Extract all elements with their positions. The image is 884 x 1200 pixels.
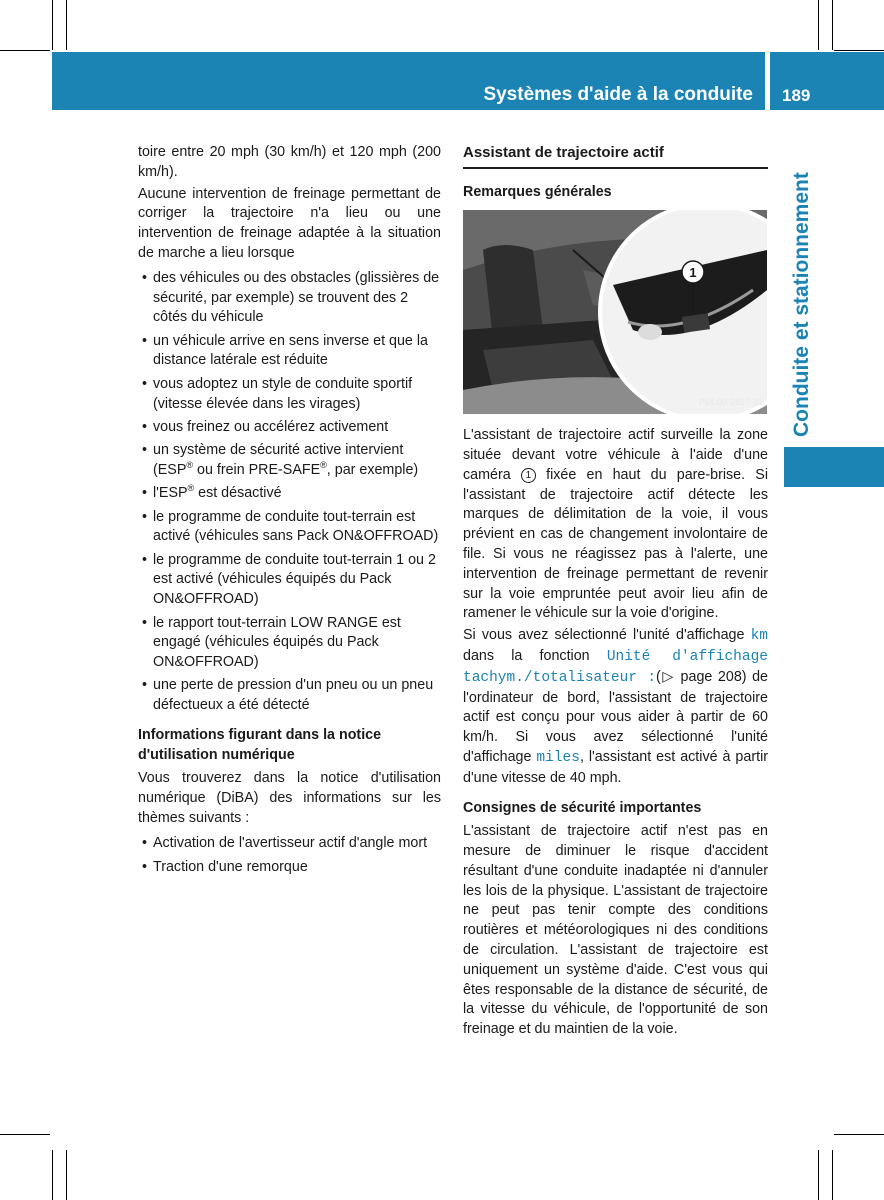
condition-list — [138, 269, 441, 716]
crop-mark — [0, 1134, 50, 1135]
list-item: • Traction d'une remorque — [138, 858, 441, 878]
list-item: • vous adoptez un style de conduite sportif (vitesse élevée dans les virages) — [138, 375, 441, 415]
subheading: Remarques générales — [463, 183, 612, 200]
callout-ref: 1 — [521, 468, 536, 483]
side-label-text: Conduite et stationnement — [790, 172, 813, 437]
page-number-box — [770, 52, 884, 110]
list-item: • une perte de pression d'un pneu ou un pneu défectueux a été détecté — [138, 676, 441, 716]
paragraph: toire entre 20 mph (30 km/h) et 120 mph (200 km/h). — [138, 144, 441, 180]
crop-mark — [52, 0, 53, 50]
subheading: Consignes de sécurité importantes — [463, 799, 702, 816]
list-item: • l'ESP® est désactivé — [138, 484, 441, 504]
crop-mark — [832, 0, 833, 50]
chapter-title: Systèmes d'aide à la conduite — [483, 84, 753, 105]
crop-mark — [66, 0, 67, 50]
crop-mark — [818, 0, 819, 50]
list-item: • des véhicules ou des obstacles (glissières de sécurité, par exemple) se trouvent des 2 côtés du véhicule — [138, 269, 441, 328]
list-item: • Activation de l'avertisseur actif d'angle mort — [138, 834, 441, 854]
list-item: • vous freinez ou accélérez activement — [138, 418, 441, 438]
crop-mark — [834, 50, 884, 51]
callout-number: 1 — [689, 265, 697, 281]
unit-miles: miles — [536, 750, 580, 767]
left-column — [138, 143, 441, 881]
page-number: 189 — [782, 86, 811, 105]
paragraph: Aucune intervention de freinage permettant de corriger la trajectoire n'a lieu ou une intervention de freinage adaptée à la situation de marche a lieu lorsque — [138, 185, 441, 261]
crop-mark — [818, 1150, 819, 1200]
list-item: • le programme de conduite tout-terrain est activé (véhicules sans Pack ON&OFFROAD) — [138, 508, 441, 548]
paragraph: L'assistant de trajectoire actif surveille la zone située devant votre véhicule à l'aide d'une caméra 1 fixée en haut du pare-brise. Si l'assistant de trajectoire actif détecte les marques de délimitation de la voie, il vous prévient en cas de changement involontaire de file. Si vous ne réagissez pas à l'alerte, une intervention de freinage permettant de revenir sur la voie empruntée peut avoir lieu afin de ramener le véhicule sur la voie d'origine. — [463, 427, 768, 622]
crop-mark — [832, 1150, 833, 1200]
right-column — [463, 143, 768, 1042]
list-item: • un véhicule arrive en sens inverse et que la distance latérale est réduite — [138, 332, 441, 372]
subheading: Informations figurant dans la notice d'utilisation numérique — [138, 727, 382, 763]
crop-mark — [66, 1150, 67, 1200]
side-tab-marker — [784, 447, 884, 487]
list-item: • un système de sécurité active intervient (ESP® ou frein PRE-SAFE®, par exemple) — [138, 441, 441, 481]
list-item: • le rapport tout-terrain LOW RANGE est engagé (véhicules équipés du Pack ON&OFFROAD) — [138, 614, 441, 673]
crop-mark — [0, 50, 50, 51]
camera-figure-svg — [463, 210, 767, 414]
camera-illustration — [463, 210, 767, 414]
paragraph: Si vous avez sélectionné l'unité d'affichage km dans la fonction Unité d'affichage tachym./totalisateur :(▷ page 208) de l'ordinateur de bord, l'assistant de trajectoire actif est conçu pour vous aider à partir de 60 km/h. Si vous avez sélectionné l'unité d'affichage miles, l'assistant est activé à partir d'une vitesse de 40 mph. — [463, 627, 769, 786]
crop-mark — [834, 1134, 884, 1135]
crop-mark — [52, 1150, 53, 1200]
unit-km: km — [750, 628, 768, 645]
topic-list — [138, 834, 441, 877]
section-heading: Assistant de trajectoire actif — [463, 143, 768, 169]
header-bar — [52, 52, 765, 110]
figure-code: P54.00-2827-31 — [698, 396, 763, 407]
list-item: • le programme de conduite tout-terrain 1 ou 2 est activé (véhicules équipés du Pack ON&OFFROAD) — [138, 551, 441, 610]
paragraph: Vous trouverez dans la notice d'utilisation numérique (DiBA) des informations sur les thèmes suivants : — [138, 770, 441, 826]
paragraph: L'assistant de trajectoire actif n'est pas en mesure de diminuer le risque d'accident résultant d'une conduite inadaptée ni d'annuler les lois de la physique. L'assistant de trajectoire ne peut pas tenir compte des conditions routières et météorologiques ni des conditions de circulation. L'assistant de trajectoire est uniquement un système d'aide. C'est vous qui êtes responsable de la distance de sécurité, de la vitesse du véhicule, de l'opportunité de son freinage et du maintien de la voie. — [463, 823, 768, 1038]
function-name: Unité d'affichage tachym./totalisateur : — [463, 649, 768, 686]
